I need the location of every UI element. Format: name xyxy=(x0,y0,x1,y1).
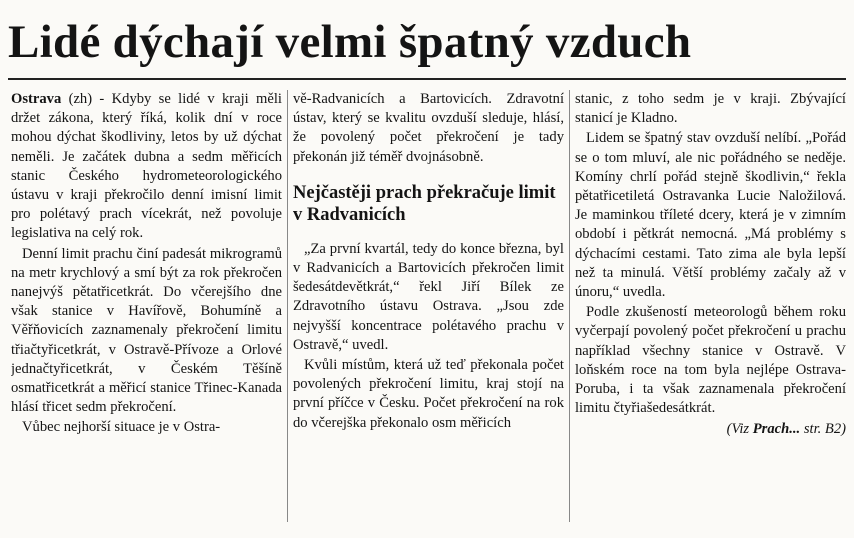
ref-keyword: Prach... xyxy=(752,421,801,438)
ref-open: (Viz xyxy=(726,421,753,438)
paragraph-text: (zh) - Kdyby se lidé v kraji měli držet zákona, který říká, kolik dní v roce mohou dýchat škodliviny, letos by už dýchat neměli. Je začátek dubna a sedm měřicích stanic Českého hydrometeorologického ústavu v kraji překročilo denní imisní limit pro polétavý prach vícekrát, než povoluje legislativa na celý rok. xyxy=(11,91,282,242)
subheading: Nejčastěji prach překračuje limit v Radvanicích xyxy=(293,182,556,225)
headline: Lidé dýchají velmi špatný vzduch xyxy=(8,16,692,68)
paragraph: Vůbec nejhorší situace je v Ostra- xyxy=(22,419,221,436)
headline-rule xyxy=(8,78,846,80)
column-divider xyxy=(287,90,288,522)
continuation-reference xyxy=(575,420,846,439)
paragraph xyxy=(11,90,282,244)
column-2 xyxy=(293,90,564,534)
paragraph: vě-Radvanicích a Bartovicích. Zdravotní ústav, který se kvalitu ovzduší sleduje, hlásí, že povolený počet překročení je tady překonán již téměř dvojnásobně. xyxy=(293,91,564,165)
paragraph: Kvůli místům, která už teď překonala počet povolených překročení limitu, kraj stojí na první příčce v Česku. Počet překročení na rok do včerejška překonalo osm měřicích xyxy=(293,357,564,431)
paragraph: Podle zkušeností meteorologů během roku vyčerpají povolený počet překročení u prachu například všechny stanice v Ostravě. V loňském roce na tom byla nejlépe Ostrava-Poruba, i ta však zaznamenala překročení limitu čtyřiašedesátkrát. xyxy=(575,304,846,417)
column-1 xyxy=(11,90,282,534)
paragraph: Lidem se špatný stav ovzduší nelíbí. „Pořád se o tom mluví, ale nic pořádného se neděje. Komíny chrlí pořád stejně škodlivin,“ řekla pětatřicetiletá Ostravanka Lucie Naložilová. Je maminkou tříleté dcery, která je v zimním období i pětkrát nemocná. „Má problémy s dýchacími cestami. Tato zima ale byla lepší než ta minulá. Větší problémy začaly až v únoru,“ uvedla. xyxy=(575,130,846,301)
paragraph: Denní limit prachu činí padesát mikrogramů na metr krychlový a smí být za rok překročen nanejvýš pětatřicetkrát. Do včerejšího dne však stanice v Havířově, Bohumíně a Věřňovicích zaznamenaly překročení limitu třiačtyřicetkrát, v Ostravě-Přívoze a Orlové jednačtyřicetkrát, v Českém Těšíně osmatřicetkrát a měřicí stanice Třinec-Kanada hlásí třicet sedm překročení. xyxy=(11,245,282,416)
paragraph: stanic, z toho sedm je v kraji. Zbývající stanicí je Kladno. xyxy=(575,91,846,127)
paragraph: „Za první kvartál, tedy do konce března, byl v Radvanicích a Bartovicích překročen limit šedesátdevětkrát,“ řekl Jiří Bílek ze Zdravotního ústavu Ostrava. „Jsou zde nejvyšší koncentrace polétavého prachu v Ostravě,“ uvedl. xyxy=(293,240,564,353)
ref-close: str. B2) xyxy=(800,421,846,438)
dateline: Ostrava xyxy=(11,91,62,107)
column-divider xyxy=(569,90,570,522)
column-3 xyxy=(575,90,846,534)
